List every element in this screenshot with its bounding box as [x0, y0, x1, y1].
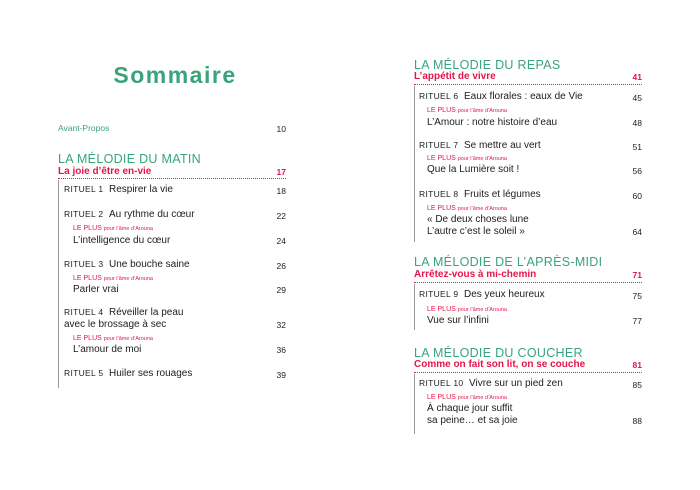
toc-entry-rituel-5[interactable]: RITUEL 5 Huiler ses rouages [64, 368, 193, 379]
toc-subentry-7[interactable]: Que la Lumière soit ! [427, 164, 520, 175]
section-divider-repas [414, 84, 642, 85]
le-plus-label-6: LE PLUS pour l’âme d’Arouna [427, 107, 507, 114]
section-rule-matin [58, 180, 59, 388]
toc-page-rituel-10: 85 [632, 380, 642, 390]
section-page-coucher: 81 [632, 360, 642, 370]
section-page-matin: 17 [276, 167, 286, 177]
section-title-repas[interactable]: LA MÉLODIE DU REPAS [414, 58, 561, 72]
section-title-apres-midi[interactable]: LA MÉLODIE DE L’APRÈS-MIDI [414, 255, 603, 269]
toc-subentry-3[interactable]: Parler vrai [73, 284, 119, 295]
le-plus-label-2: LE PLUS pour l’âme d’Arouna [73, 225, 153, 232]
toc-entry-rituel-1[interactable]: RITUEL 1 Respirer la vie [64, 184, 173, 195]
toc-entry-rituel-8[interactable]: RITUEL 8 Fruits et légumes [419, 189, 541, 200]
toc-subentry-4[interactable]: L’amour de moi [73, 344, 142, 355]
section-page-repas: 41 [632, 72, 642, 82]
section-title-matin[interactable]: LA MÉLODIE DU MATIN [58, 152, 201, 166]
le-plus-label-8: LE PLUS pour l’âme d’Arouna [427, 205, 507, 212]
le-plus-label-9: LE PLUS pour l’âme d’Arouna [427, 306, 507, 313]
toc-page-subentry-9: 77 [632, 316, 642, 326]
section-subtitle-matin: La joie d’être en-vie [58, 166, 152, 177]
toc-entry-rituel-4[interactable]: RITUEL 4 Réveiller la peau [64, 307, 184, 318]
toc-page-subentry-3: 29 [276, 285, 286, 295]
toc-page-rituel-7: 51 [632, 142, 642, 152]
toc-subentry-8-line2[interactable]: L’autre c’est le soleil » [427, 226, 525, 237]
toc-entry-rituel-7[interactable]: RITUEL 7 Se mettre au vert [419, 140, 541, 151]
le-plus-label-7: LE PLUS pour l’âme d’Arouna [427, 155, 507, 162]
section-divider-coucher [414, 372, 642, 373]
toc-page-subentry-2: 24 [276, 236, 286, 246]
section-rule-repas [414, 86, 415, 242]
section-subtitle-apres-midi: Arrêtez-vous à mi-chemin [414, 269, 537, 280]
toc-subentry-10-line1[interactable]: À chaque jour suffit [427, 403, 513, 414]
toc-page-rituel-5: 39 [276, 370, 286, 380]
toc-subentry-8-line1[interactable]: « De deux choses lune [427, 214, 529, 225]
toc-subentry-6[interactable]: L’Amour : notre histoire d’eau [427, 117, 558, 128]
page-title: Sommaire [113, 62, 237, 88]
section-page-apres-midi: 71 [632, 270, 642, 280]
section-subtitle-coucher: Comme on fait son lit, on se couche [414, 359, 586, 370]
toc-page-subentry-8: 64 [632, 227, 642, 237]
avant-propos-page: 10 [276, 124, 286, 134]
toc-page-subentry-10: 88 [632, 416, 642, 426]
toc-page-subentry-6: 48 [632, 118, 642, 128]
section-rule-apres-midi [414, 284, 415, 330]
le-plus-label-3: LE PLUS pour l’âme d’Arouna [73, 275, 153, 282]
toc-page-rituel-2: 22 [276, 211, 286, 221]
toc-page-rituel-4: 32 [276, 320, 286, 330]
toc-page-subentry-7: 56 [632, 166, 642, 176]
toc-entry-rituel-6[interactable]: RITUEL 6 Eaux florales : eaux de Vie [419, 91, 583, 102]
le-plus-label-4: LE PLUS pour l’âme d’Arouna [73, 335, 153, 342]
toc-entry-rituel-9[interactable]: RITUEL 9 Des yeux heureux [419, 289, 545, 300]
toc-page-rituel-8: 60 [632, 191, 642, 201]
toc-subentry-9[interactable]: Vue sur l’infini [427, 315, 489, 326]
avant-propos-label[interactable]: Avant-Propos [58, 123, 110, 133]
section-divider-apres-midi [414, 282, 642, 283]
section-rule-coucher [414, 374, 415, 434]
toc-subentry-10-line2[interactable]: sa peine… et sa joie [427, 415, 518, 426]
toc-page-subentry-4: 36 [276, 345, 286, 355]
section-subtitle-repas: L’appétit de vivre [414, 71, 496, 82]
le-plus-label-10: LE PLUS pour l’âme d’Arouna [427, 394, 507, 401]
toc-subentry-2[interactable]: L’intelligence du cœur [73, 235, 171, 246]
section-divider-matin [58, 178, 286, 179]
toc-page-rituel-3: 26 [276, 261, 286, 271]
toc-page-rituel-6: 45 [632, 93, 642, 103]
toc-page-rituel-9: 75 [632, 291, 642, 301]
section-title-coucher[interactable]: LA MÉLODIE DU COUCHER [414, 346, 583, 360]
toc-entry-rituel-2[interactable]: RITUEL 2 Au rythme du cœur [64, 209, 195, 220]
toc-entry-rituel-3[interactable]: RITUEL 3 Une bouche saine [64, 259, 190, 270]
toc-entry-rituel-4-line2[interactable]: avec le brossage à sec [64, 319, 167, 330]
toc-entry-rituel-10[interactable]: RITUEL 10 Vivre sur un pied zen [419, 378, 563, 389]
toc-page-rituel-1: 18 [276, 186, 286, 196]
